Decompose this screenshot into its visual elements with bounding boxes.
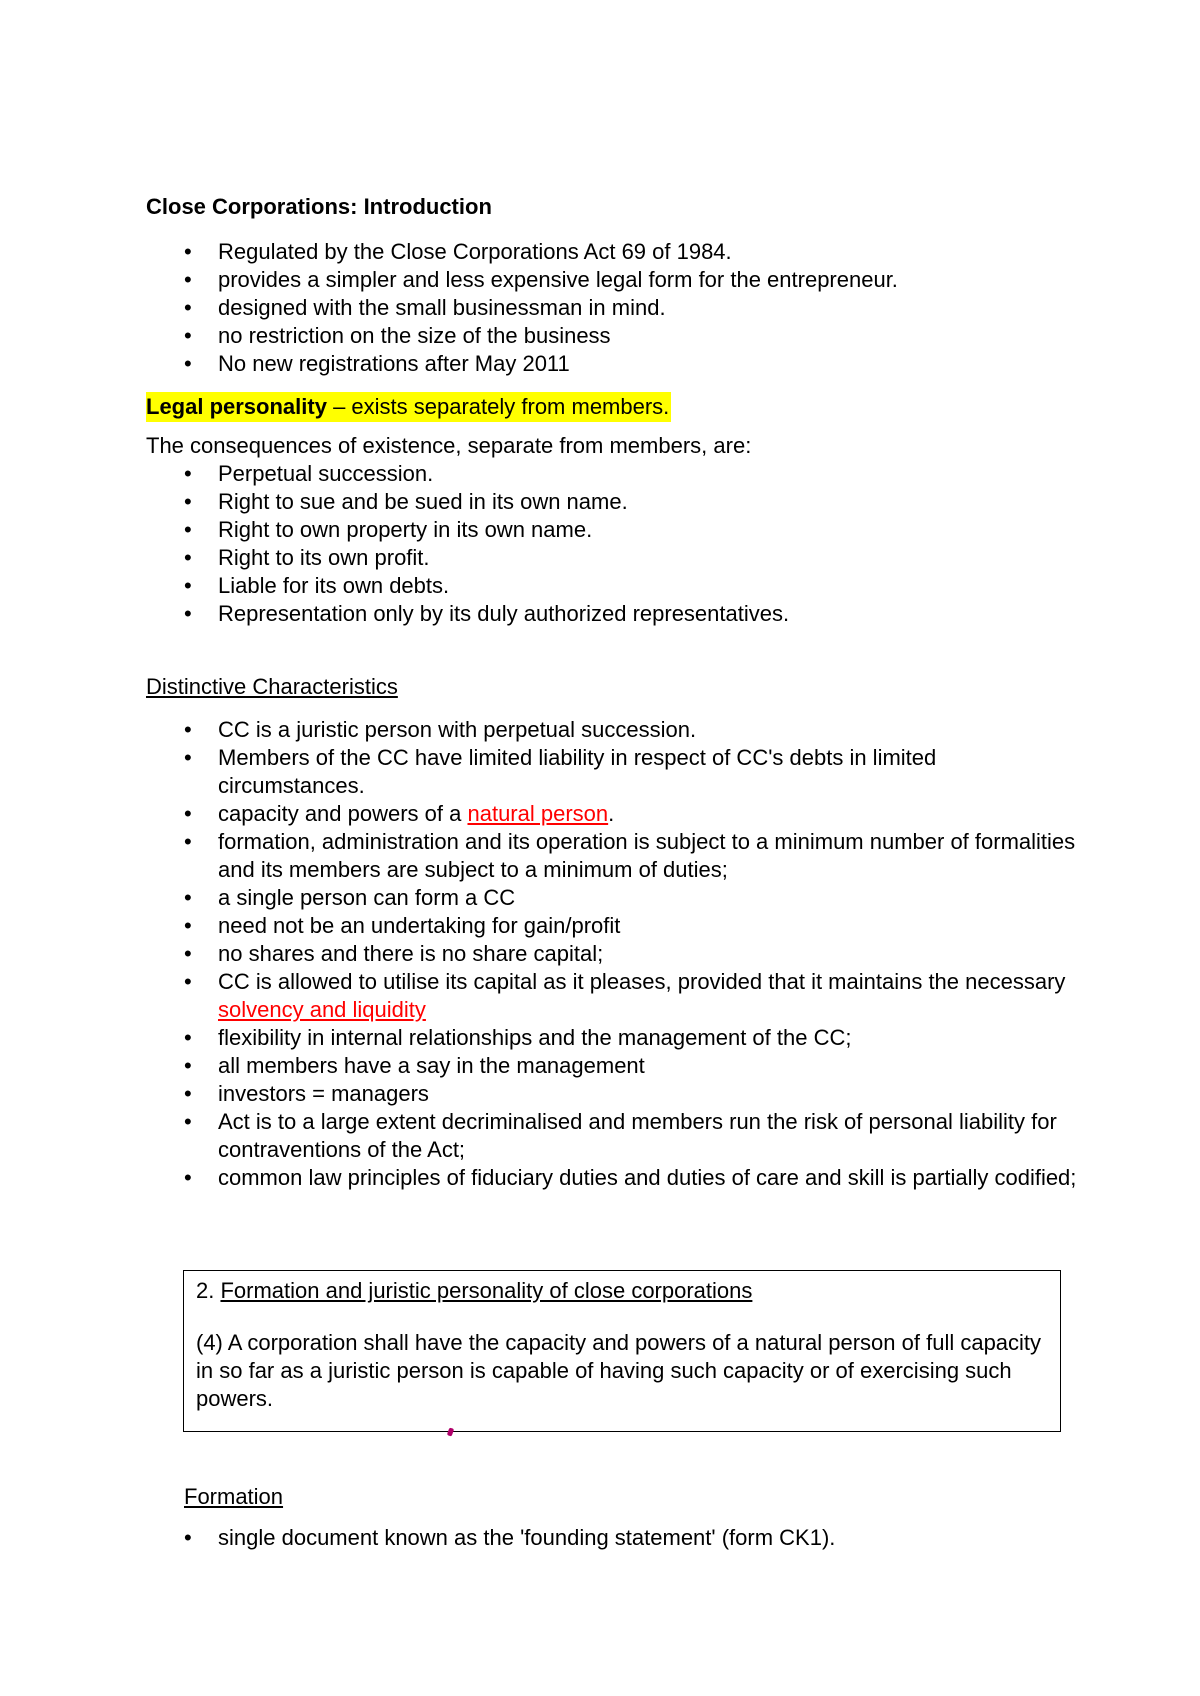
list-item: • a single person can form a CC: [184, 884, 1084, 912]
list-item: • need not be an undertaking for gain/profit: [184, 912, 1084, 940]
list-item: • flexibility in internal relationships and the management of the CC;: [184, 1024, 1084, 1052]
list-item: • CC is a juristic person with perpetual succession.: [184, 716, 1084, 744]
act-section-title: [196, 1277, 752, 1305]
item-text: capacity and powers of a: [218, 801, 468, 826]
list-item: • Representation only by its duly authorized representatives.: [184, 600, 1084, 628]
list-item: • Liable for its own debts.: [184, 572, 1084, 600]
act-section-number: 2.: [196, 1278, 221, 1303]
list-item: • common law principles of fiduciary duties and duties of care and skill is partially codified;: [184, 1164, 1084, 1192]
act-excerpt-box: [183, 1270, 1061, 1432]
distinctive-list: [184, 716, 1084, 1192]
legal-personality-term: Legal personality: [146, 394, 327, 419]
list-item: • Act is to a large extent decriminalised and members run the risk of personal liability for contraventions of the Act;: [184, 1108, 1084, 1164]
list-item: • single document known as the 'founding statement' (form CK1).: [184, 1524, 1084, 1552]
act-section-heading: Formation and juristic personality of close corporations: [220, 1278, 753, 1303]
formation-heading: Formation: [184, 1484, 284, 1509]
list-item: [184, 968, 1084, 1024]
list-item: [184, 800, 1084, 828]
list-item: • provides a simpler and less expensive legal form for the entrepreneur.: [184, 266, 1084, 294]
list-item: • no restriction on the size of the business: [184, 322, 1084, 350]
list-item: • all members have a say in the management: [184, 1052, 1084, 1080]
list-item: • formation, administration and its operation is subject to a minimum number of formalities and its members are subject to a minimum of duties;: [184, 828, 1084, 884]
consequences-list: [184, 460, 1084, 628]
natural-person-link[interactable]: natural person: [467, 801, 609, 826]
list-item: • Members of the CC have limited liability in respect of CC's debts in limited circumstances.: [184, 744, 1084, 800]
list-item: • No new registrations after May 2011: [184, 350, 1084, 378]
list-item: • no shares and there is no share capital;: [184, 940, 1084, 968]
legal-personality-highlight: [146, 392, 671, 422]
list-item: • Perpetual succession.: [184, 460, 1084, 488]
item-text: .: [608, 801, 615, 826]
intro-list: [184, 238, 1084, 378]
consequences-heading: The consequences of existence, separate from members, are:: [146, 433, 752, 458]
solvency-liquidity-link[interactable]: solvency and liquidity: [218, 997, 426, 1022]
list-item: • Regulated by the Close Corporations Act 69 of 1984.: [184, 238, 1084, 266]
list-item: • investors = managers: [184, 1080, 1084, 1108]
list-item: • Right to sue and be sued in its own name.: [184, 488, 1084, 516]
legal-personality-definition: – exists separately from members.: [326, 394, 670, 419]
list-item: • Right to its own profit.: [184, 544, 1084, 572]
act-section-body: (4) A corporation shall have the capacity and powers of a natural person of full capacity in so far as a juristic person is capable of having such capacity or of exercising such powers.: [196, 1330, 1042, 1411]
stray-mark: [447, 1427, 454, 1436]
list-item: • Right to own property in its own name.: [184, 516, 1084, 544]
distinctive-characteristics-heading: Distinctive Characteristics: [146, 674, 398, 699]
list-item: • designed with the small businessman in mind.: [184, 294, 1084, 322]
page-title: Close Corporations: Introduction: [146, 194, 492, 219]
item-text: CC is allowed to utilise its capital as it pleases, provided that it maintains the necessary: [218, 969, 1066, 994]
formation-list: [184, 1524, 1084, 1552]
